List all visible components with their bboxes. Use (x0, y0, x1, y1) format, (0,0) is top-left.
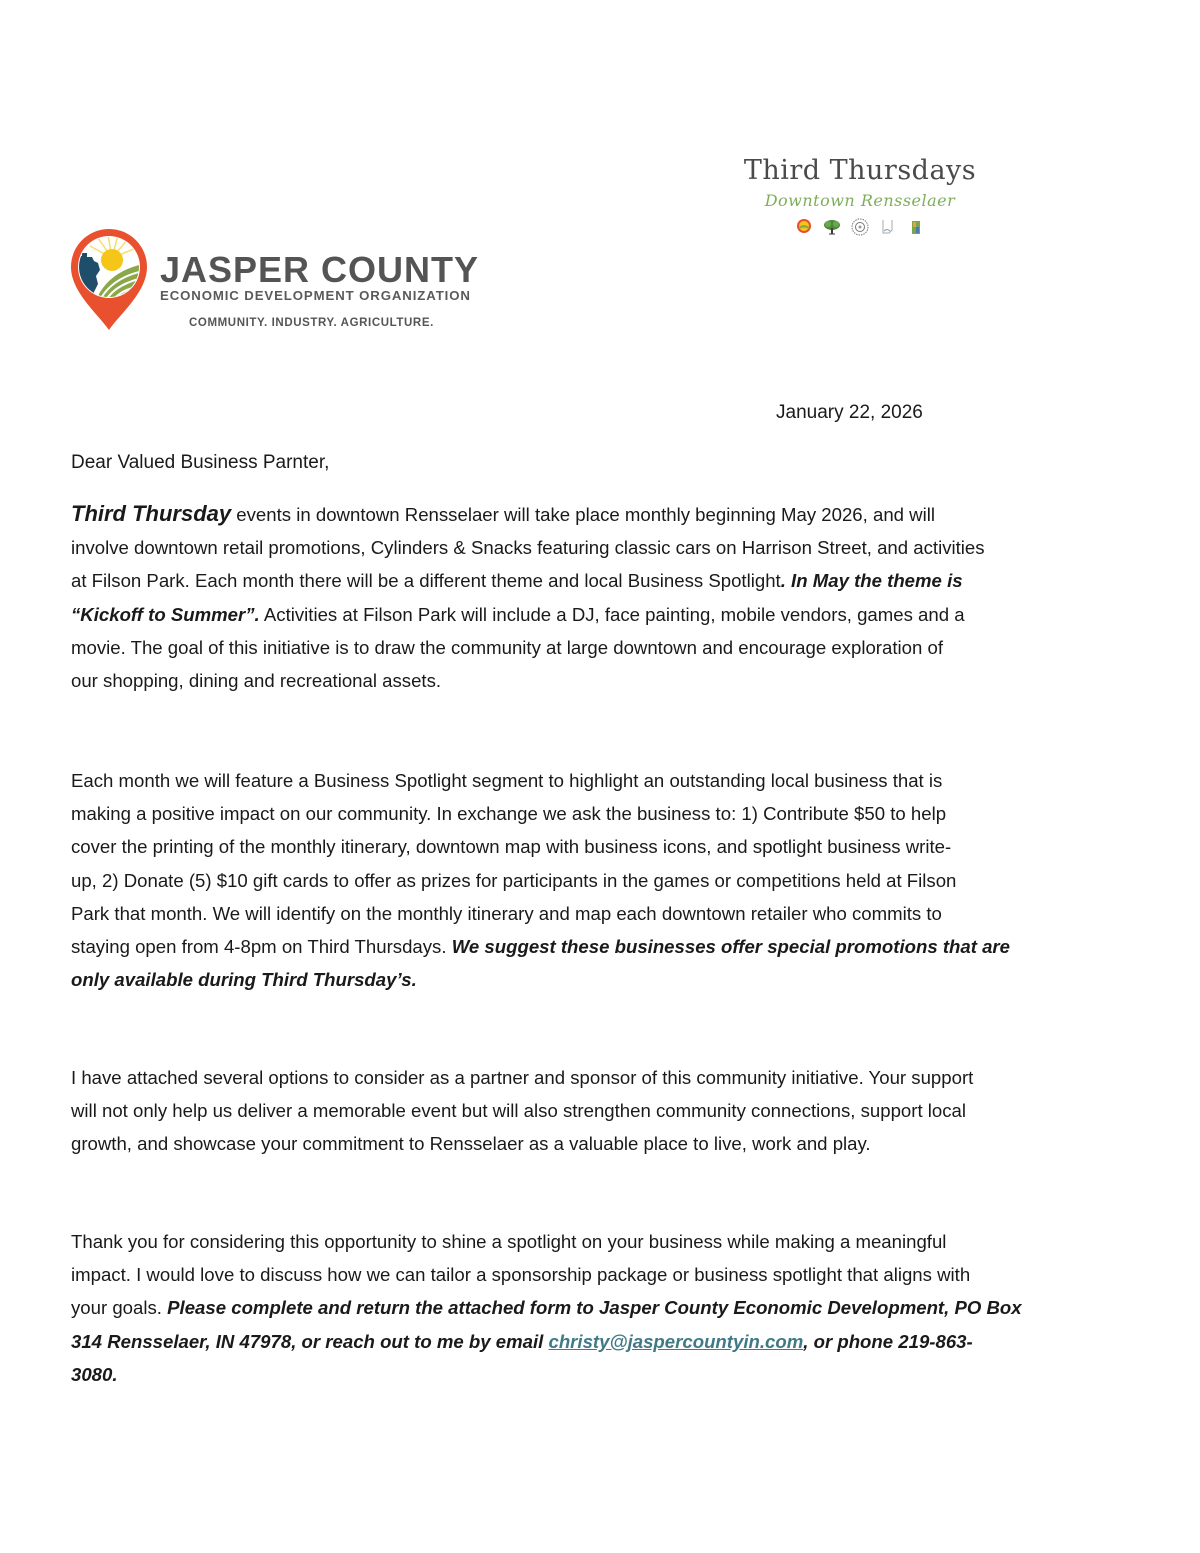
sponsor-icons-row (738, 216, 982, 238)
organization-tagline: COMMUNITY. INDUSTRY. AGRICULTURE. (189, 317, 434, 329)
organization-subtitle: ECONOMIC DEVELOPMENT ORGANIZATION (160, 288, 471, 303)
jasper-county-logo (68, 226, 538, 338)
paragraph-line: Each month we will feature a Business Spotlight segment to highlight an outstanding local business that is (71, 770, 943, 791)
event-name-lead: Third Thursday (71, 501, 232, 526)
paragraph-event-overview (71, 497, 1141, 697)
paragraph-line: movie. The goal of this initiative is to draw the community at large downtown and encourage exploration of (71, 636, 943, 658)
building-icon (907, 218, 925, 236)
indiana-map-icon (879, 218, 897, 236)
paragraph-line: 3080. (71, 1363, 118, 1385)
paragraph-line: cover the printing of the monthly itinerary, downtown map with business icons, and spotlight business write- (71, 836, 952, 858)
paragraph-line: at Filson Park. Each month there will be a different theme and local Business Spotlight. In May the theme is (71, 570, 963, 592)
paragraph-line: only available during Third Thursday’s. (71, 969, 417, 991)
paragraph-line: up, 2) Donate (5) $10 gift cards to offer as prizes for participants in the games or competitions held at Filson (71, 869, 957, 891)
paragraph-business-spotlight (71, 764, 1141, 996)
location-pin-icon (68, 226, 150, 332)
letter-date: January 22, 2026 (776, 402, 923, 423)
email-link[interactable]: christy@jaspercountyin.com (548, 1330, 804, 1352)
return-form-instructions: Please complete and return the attached form to Jasper County Economic Development, PO Box (167, 1297, 1022, 1319)
downtown-rensselaer-script: Downtown Rensselaer (764, 191, 956, 210)
paragraph-line: staying open from 4-8pm on Third Thursdays. We suggest these businesses offer special promotions that are (71, 936, 1011, 958)
seal-icon (851, 218, 869, 236)
paragraph-line: our shopping, dining and recreational assets. (71, 670, 442, 692)
paragraph-line: impact. I would love to discuss how we can tailor a sponsorship package or business spotlight that aligns with (71, 1264, 971, 1286)
organization-name: JASPER COUNTY (160, 249, 480, 290)
third-thursdays-title: Third Thursdays (743, 155, 977, 186)
paragraph-line: 314 Rensselaer, IN 47978, or reach out to me by email christy@jaspercountyin.com, or phone 219-863- (71, 1330, 973, 1352)
paragraph-line: Park that month. We will identify on the monthly itinerary and map each downtown retailer who commits to (71, 902, 942, 924)
paragraph-closing-contact (71, 1225, 1141, 1391)
theme-name: “Kickoff to Summer”. (71, 603, 260, 625)
paragraph-line: “Kickoff to Summer”. Activities at Filson Park will include a DJ, face painting, mobile vendors, games and a (71, 603, 965, 625)
paragraph-sponsorship-options (71, 1061, 1141, 1161)
paragraph-line: growth, and showcase your commitment to Rensselaer as a valuable place to live, work and play. (71, 1133, 871, 1155)
promotion-suggestion: We suggest these businesses offer special promotions that are (451, 936, 1011, 958)
paragraph-line: Thank you for considering this opportunity to shine a spotlight on your business while making a meaningful (71, 1231, 947, 1252)
paragraph-line: making a positive impact on our community. In exchange we ask the business to: 1) Contribute $50 to help (71, 803, 947, 825)
paragraph-line: Third Thursday events in downtown Rensselaer will take place monthly beginning May 2026, and will (71, 501, 935, 526)
third-thursdays-logo (738, 154, 982, 238)
letter-greeting: Dear Valued Business Parnter, (71, 452, 330, 473)
paragraph-line: will not only help us deliver a memorable event but will also strengthen community connections, support local (71, 1100, 967, 1122)
paragraph-line: I have attached several options to consider as a partner and sponsor of this community initiative. Your support (71, 1067, 974, 1088)
paragraph-line: involve downtown retail promotions, Cylinders & Snacks featuring classic cars on Harrison Street, and activities (71, 537, 985, 559)
paragraph-line: your goals. Please complete and return the attached form to Jasper County Economic Development, PO Box (71, 1297, 1022, 1319)
may-theme-emphasis: . In May the theme is (780, 570, 963, 592)
tree-icon (823, 218, 841, 236)
chamber-pin-icon (795, 218, 813, 236)
